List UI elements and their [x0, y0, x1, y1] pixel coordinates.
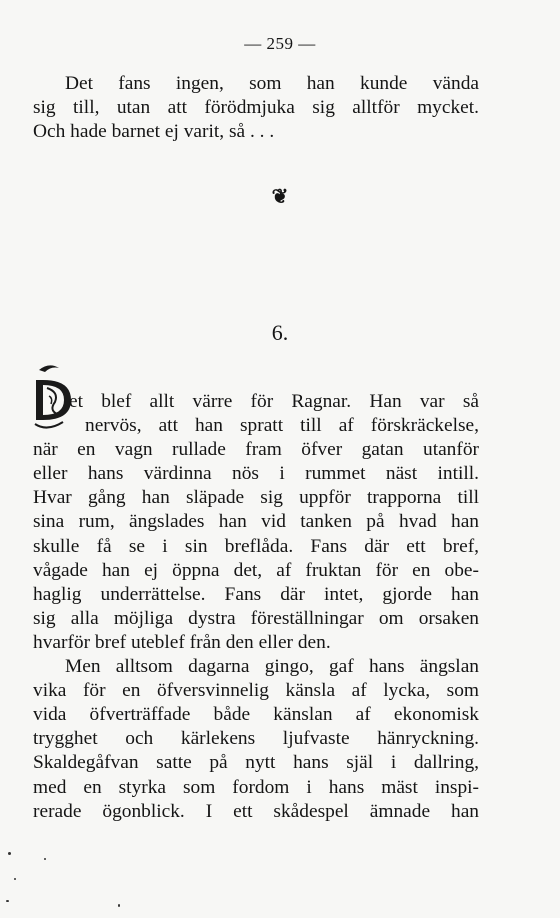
paper-speck	[44, 858, 46, 860]
text-line: med en styrka som fordom i hans mäst inspi-	[33, 776, 479, 798]
text-line: eller hans värdinna nös i rummet näst intill.	[33, 463, 479, 485]
text-line: trygghet och kärlekens ljufvaste hänryckning.	[33, 728, 479, 750]
text-line: vida öfverträffade både känslan af ekonomisk	[33, 704, 479, 726]
text-line: Skaldegåfvan satte på nytt hans själ i dallring,	[33, 752, 479, 774]
text-line: Men alltsom dagarna gingo, gaf hans ängslan	[65, 656, 479, 678]
paper-speck	[6, 900, 9, 902]
text-line: skulle få se i sin breflåda. Fans där ett bref,	[33, 535, 479, 557]
text-line: Hvar gång han släpade sig uppför trapporna till	[33, 487, 479, 509]
text-line: rerade ögonblick. I ett skådespel ämnade han	[33, 800, 479, 822]
text-line: sina rum, ängslades han vid tanken på hvad han	[33, 511, 479, 533]
text-line: vågade han ej öppna det, af fruktan för en obe-	[33, 559, 479, 581]
text-line: sig till, utan att förödmjuka sig alltför mycket.	[33, 97, 479, 119]
paragraph-chapter-6	[33, 390, 479, 824]
text-line: när en vagn rullade fram öfver gatan utanför	[33, 439, 479, 461]
page-number: — 259 —	[244, 34, 316, 53]
paper-speck	[118, 904, 120, 907]
chapter-number: 6.	[271, 320, 289, 345]
paper-speck	[8, 852, 11, 855]
text-line: Och hade barnet ej varit, så . . .	[33, 121, 275, 143]
text-line: Det fans ingen, som han kunde vända	[65, 73, 479, 94]
text-line: nervös, att han spratt till af förskräckelse,	[85, 415, 479, 437]
text-line: haglig underrättelse. Fans där intet, gjorde han	[33, 583, 479, 605]
paragraph-continued	[33, 72, 479, 144]
text-line: et blef allt värre för Ragnar. Han var så	[69, 391, 479, 412]
paper-speck	[14, 878, 16, 880]
section-ornament: ❦	[271, 186, 289, 208]
text-line: hvarför bref uteblef från den eller den.	[33, 631, 331, 653]
text-line: vika för en öfversvinnelig känsla af lycka, som	[33, 680, 479, 702]
text-line: sig alla möjliga dystra föreställningar om orsaken	[33, 607, 479, 629]
